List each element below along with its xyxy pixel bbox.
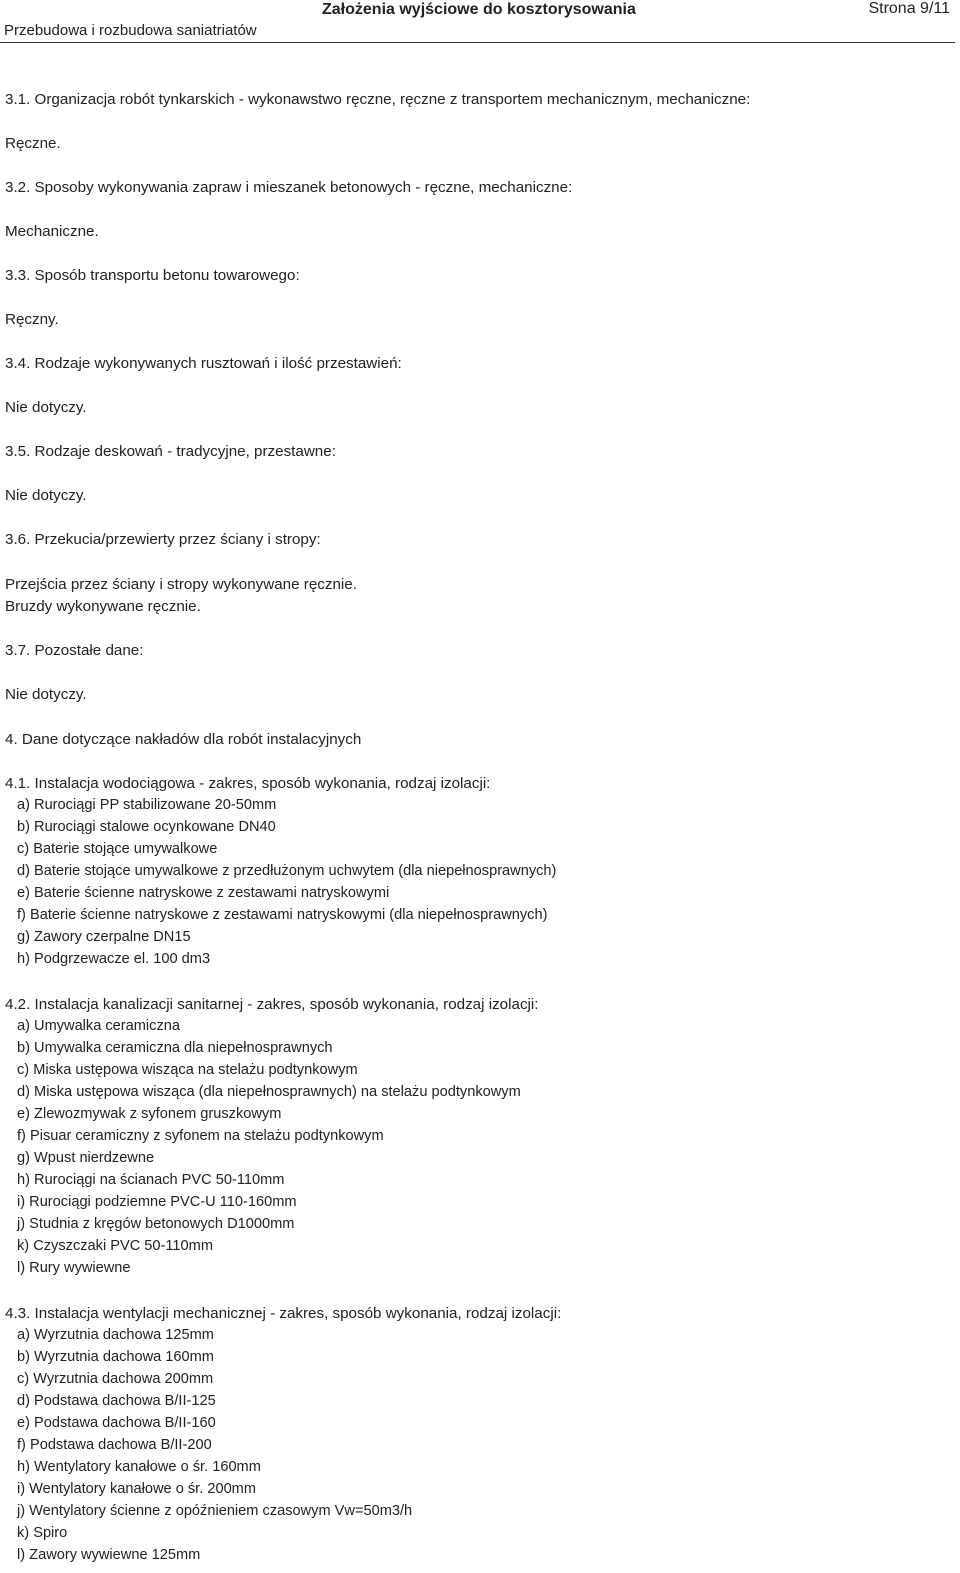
list-item: f) Pisuar ceramiczny z syfonem na stelażu podtynkowym xyxy=(17,1128,384,1144)
list-item: l) Rury wywiewne xyxy=(17,1260,131,1276)
page-number: Strona 9/11 xyxy=(868,0,950,17)
list-item: e) Baterie ścienne natryskowe z zestawami natryskowymi xyxy=(17,885,390,901)
section-3-2-answer: Mechaniczne. xyxy=(5,223,99,240)
list-item: h) Wentylatory kanałowe o śr. 160mm xyxy=(17,1459,261,1475)
section-3-1-heading: 3.1. Organizacja robót tynkarskich - wykonawstwo ręczne, ręczne z transportem mechanicznym, mechaniczne: xyxy=(5,91,751,108)
section-4-1-heading: 4.1. Instalacja wodociągowa - zakres, sposób wykonania, rodzaj izolacji: xyxy=(5,775,491,792)
list-item: a) Umywalka ceramiczna xyxy=(17,1018,181,1034)
list-item: a) Rurociągi PP stabilizowane 20-50mm xyxy=(17,797,277,813)
list-item: d) Baterie stojące umywalkowe z przedłużonym uchwytem (dla niepełnosprawnych) xyxy=(17,863,557,879)
list-item: e) Zlewozmywak z syfonem gruszkowym xyxy=(17,1106,282,1122)
list-item: b) Umywalka ceramiczna dla niepełnosprawnych xyxy=(17,1040,333,1056)
section-4-3-heading: 4.3. Instalacja wentylacji mechanicznej - zakres, sposób wykonania, rodzaj izolacji: xyxy=(5,1305,562,1322)
section-3-1-answer: Ręczne. xyxy=(5,135,61,152)
list-item: g) Zawory czerpalne DN15 xyxy=(17,929,191,945)
list-item: a) Wyrzutnia dachowa 125mm xyxy=(17,1327,214,1343)
list-item: b) Rurociągi stalowe ocynkowane DN40 xyxy=(17,819,276,835)
list-item: h) Rurociągi na ścianach PVC 50-110mm xyxy=(17,1172,285,1188)
section-4-heading: 4. Dane dotyczące nakładów dla robót instalacyjnych xyxy=(5,731,362,748)
page-header xyxy=(0,0,955,43)
list-item: i) Wentylatory kanałowe o śr. 200mm xyxy=(17,1481,257,1497)
section-3-3-heading: 3.3. Sposób transportu betonu towarowego: xyxy=(5,267,300,284)
project-title: Przebudowa i rozbudowa saniatriatów xyxy=(4,22,257,39)
section-3-4-answer: Nie dotyczy. xyxy=(5,399,87,416)
section-3-2-heading: 3.2. Sposoby wykonywania zapraw i mieszanek betonowych - ręczne, mechaniczne: xyxy=(5,179,573,196)
list-item: d) Podstawa dachowa B/II-125 xyxy=(17,1393,216,1409)
list-item: i) Rurociągi podziemne PVC-U 110-160mm xyxy=(17,1194,297,1210)
list-item: l) Zawory wywiewne 125mm xyxy=(17,1547,201,1563)
list-item: g) Wpust nierdzewne xyxy=(17,1150,155,1166)
document-title: Założenia wyjściowe do kosztorysowania xyxy=(322,1,636,18)
list-item: d) Miska ustępowa wisząca (dla niepełnosprawnych) na stelażu podtynkowym xyxy=(17,1084,521,1100)
list-item: k) Czyszczaki PVC 50-110mm xyxy=(17,1238,213,1254)
list-item: c) Baterie stojące umywalkowe xyxy=(17,841,218,857)
section-3-6-heading: 3.6. Przekucia/przewierty przez ściany i stropy: xyxy=(5,531,321,548)
section-3-5-answer: Nie dotyczy. xyxy=(5,487,87,504)
section-3-7-heading: 3.7. Pozostałe dane: xyxy=(5,642,144,659)
list-item: j) Wentylatory ścienne z opóźnieniem czasowym Vw=50m3/h xyxy=(17,1503,413,1519)
list-item: j) Studnia z kręgów betonowych D1000mm xyxy=(17,1216,295,1232)
list-item: f) Baterie ścienne natryskowe z zestawami natryskowymi (dla niepełnosprawnych) xyxy=(17,907,548,923)
list-item: e) Podstawa dachowa B/II-160 xyxy=(17,1415,216,1431)
section-3-6-answer-1: Przejścia przez ściany i stropy wykonywane ręcznie. xyxy=(5,576,357,593)
section-3-4-heading: 3.4. Rodzaje wykonywanych rusztowań i ilość przestawień: xyxy=(5,355,402,372)
section-4-2-heading: 4.2. Instalacja kanalizacji sanitarnej - zakres, sposób wykonania, rodzaj izolacji: xyxy=(5,996,539,1013)
list-item: k) Spiro xyxy=(17,1525,68,1541)
list-item: c) Miska ustępowa wisząca na stelażu podtynkowym xyxy=(17,1062,358,1078)
list-item: f) Podstawa dachowa B/II-200 xyxy=(17,1437,212,1453)
list-item: h) Podgrzewacze el. 100 dm3 xyxy=(17,951,211,967)
list-item: b) Wyrzutnia dachowa 160mm xyxy=(17,1349,214,1365)
section-3-3-answer: Ręczny. xyxy=(5,311,59,328)
list-item: c) Wyrzutnia dachowa 200mm xyxy=(17,1371,214,1387)
section-3-6-answer-2: Bruzdy wykonywane ręcznie. xyxy=(5,598,201,615)
section-3-7-answer: Nie dotyczy. xyxy=(5,686,87,703)
section-3-5-heading: 3.5. Rodzaje deskowań - tradycyjne, przestawne: xyxy=(5,443,336,460)
